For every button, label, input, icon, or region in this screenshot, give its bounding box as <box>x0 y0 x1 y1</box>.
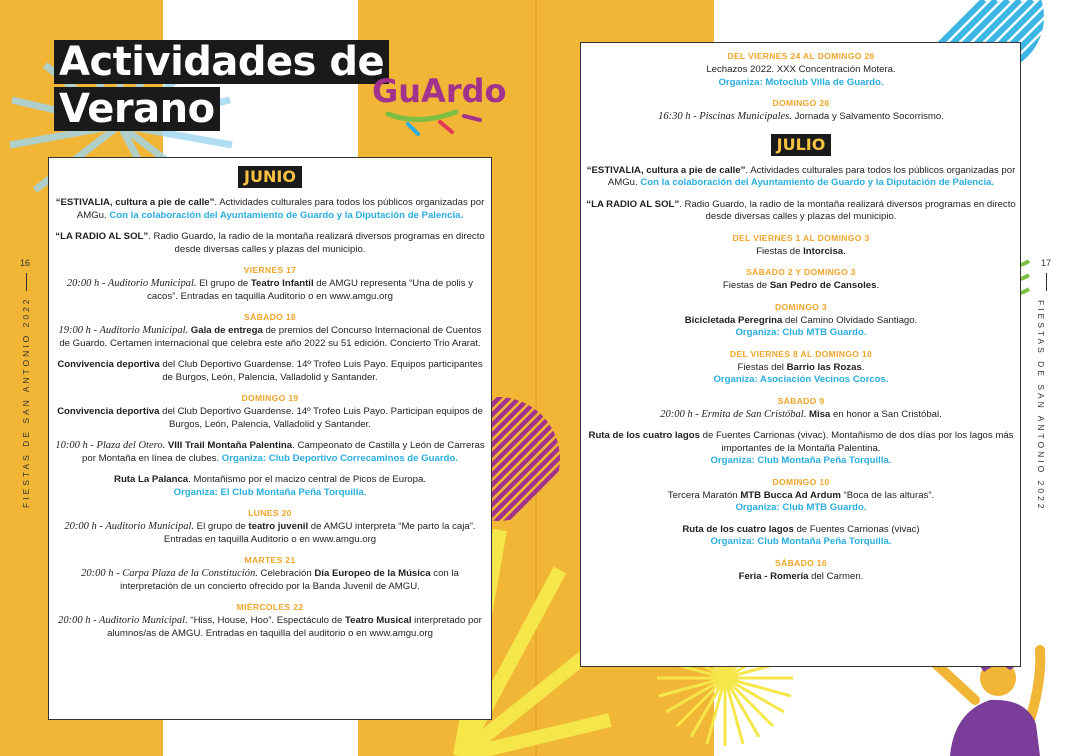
month-heading-june: JUNIO <box>238 166 302 188</box>
title-line-1: Actividades de <box>54 40 389 84</box>
event-domingo26: 16:30 h - Piscinas Municipales. Jornada y Salvamento Socorrismo. <box>658 111 944 122</box>
day-heading: SÁBADO 16 <box>775 557 827 568</box>
day-heading: DOMINGO 19 <box>241 393 299 403</box>
guardo-logo <box>368 62 507 142</box>
event-viernes17: 20:00 h - Auditorio Municipal. El grupo de Teatro Infantil de AMGU representa “Una de polis y cacos”. Entradas en taquilla Auditorio o en www.amgu.org <box>66 278 474 302</box>
july-content <box>585 51 1017 583</box>
event-sabado9: 20:00 h - Ermita de San Cristóbal. Misa en honor a San Cristóbal. <box>660 408 942 420</box>
day-heading: DOMINGO 10 <box>772 476 830 487</box>
page-number-right: 17 <box>1041 258 1052 268</box>
event-radio: “LA RADIO AL SOL”. Radio Guardo, la radio de la montaña realizará diversos programas en directo desde diversas calles y plazas del municipio. <box>55 231 485 255</box>
event-ruta-lagos-2: Ruta de los cuatro lagos de Fuentes Carrionas (vivac) Organiza: Club Montaña Peña Torquilla. <box>682 523 920 547</box>
event-estivalia-july: “ESTIVALIA, cultura a pie de calle”. Actividades culturales para todos los públicos organizadas por AMGu. Con la colaboración del Ayuntamiento de Guardo y la Diputación de Palencia. <box>586 164 1016 188</box>
logo-text: GuArdo <box>372 72 507 110</box>
event-radio-july: “LA RADIO AL SOL”. Radio Guardo, la radio de la montaña realizará diversos programas en directo desde diversas calles y plazas del municipio. <box>586 198 1016 222</box>
title-line-2: Verano <box>54 87 220 131</box>
day-heading: SÁBADO 9 <box>777 395 825 406</box>
page-title <box>54 40 389 134</box>
page-number-left: 16 <box>20 258 31 268</box>
day-heading: DEL VIERNES 1 AL DOMINGO 3 <box>732 232 870 243</box>
day-heading: LUNES 20 <box>248 508 292 518</box>
event-miercoles22: 20:00 h - Auditorio Municipal. “Hiss, House, Hoo”. Espectáculo de Teatro Musical interpretado por alumnos/as de AMGU. Entradas en taquilla del auditorio o en www.amgu.org <box>58 615 482 639</box>
day-heading: MARTES 21 <box>244 555 296 565</box>
event-ruta-lagos-1: Ruta de los cuatro lagos de Fuentes Carrionas (vivac). Montañismo de dos días por los lagos más importantes de la Montaña Palentina. Organiza: Club Montaña Peña Torquilla. <box>588 430 1014 466</box>
page-tick-left <box>26 273 27 291</box>
day-heading: SÁBADO 18 <box>244 312 296 322</box>
event-sabado2: Fiestas de San Pedro de Cansoles. <box>722 280 880 291</box>
page-tick-right <box>1046 273 1047 291</box>
event-convivencia-1: Convivencia deportiva del Club Deportivo Guardense. 14º Trofeo Luis Payo. Equipos participantes de Burgos, León, Palencia, Valladolid y Santander. <box>57 359 483 383</box>
event-viernes1: Fiestas de Intorcisa. <box>756 245 846 257</box>
event-sabado16: Feria - Romería del Carmen. <box>738 570 864 582</box>
event-palanca: Ruta La Palanca. Montañismo por el macizo central de Picos de Europa. Organiza: El Club Montaña Peña Torquilla. <box>114 474 426 498</box>
day-heading: DEL VIERNES 24 AL DOMINGO 26 <box>727 51 875 61</box>
month-heading-july: JULIO <box>771 134 832 156</box>
day-heading: DOMINGO 3 <box>775 301 827 312</box>
event-sabado18: 19:00 h - Auditorio Municipal. Gala de entrega de premios del Concurso Internacional de Cuentos de Guardo. Certamen internacional que celebra este año 2022 su 51 edición. Concierto Trio Ararat. <box>58 325 482 349</box>
event-domingo10: Tercera Maratón MTB Bucca Ad Ardum “Boca de las alturas”. Organiza: Club MTB Guardo. <box>667 489 935 513</box>
event-trail: 10:00 h - Plaza del Otero. VIII Trail Montaña Palentina. Campeonato de Castilla y León de Carreras por Montaña en línea de clubes. Organiza: Club Deportivo Correcaminos de Guardo. <box>55 440 485 464</box>
side-text-right: FIESTAS DE SAN ANTONIO 2022 <box>1036 300 1046 512</box>
event-viernes8: Fiestas del Barrio las Rozas. Organiza: Asociación Vecinos Corcos. <box>713 361 889 385</box>
event-domingo3: Bicicletada Peregrina del Camino Olvidado Santiago. Organiza: Club MTB Guardo. <box>684 314 918 338</box>
day-heading: SÁBADO 2 Y DOMINGO 3 <box>746 267 856 277</box>
day-heading: MIÉRCOLES 22 <box>236 602 304 612</box>
event-estivalia: “ESTIVALIA, cultura a pie de calle”. Actividades culturales para todos los públicos organizadas por AMGu. Con la colaboración del Ayuntamiento de Guardo y la Diputación de Palencia. <box>55 197 485 221</box>
day-heading: DEL VIERNES 8 AL DOMINGO 10 <box>729 348 873 359</box>
event-lunes20: 20:00 h - Auditorio Municipal. El grupo de teatro juvenil de AMGU interpreta “Me parto la caja”. Entradas en taquilla Auditorio o en www.amgu.org <box>64 521 476 545</box>
event-viernes24: Lechazos 2022. XXX Concentración Motera. Organiza: Motoclub Villa de Guardo. <box>706 64 896 88</box>
side-text-left: FIESTAS DE SAN ANTONIO 2022 <box>21 296 31 508</box>
day-heading: DOMINGO 26 <box>772 98 830 108</box>
event-domingo19: Convivencia deportiva del Club Deportivo Guardense. 14º Trofeo Luis Payo. Participan equipos de Burgos, León, Palencia, Valladolid y Santander. <box>57 406 483 430</box>
june-content <box>52 164 488 640</box>
day-heading: VIERNES 17 <box>243 265 297 275</box>
event-martes21: 20:00 h - Carpa Plaza de la Constitución. Celebración Día Europeo de la Música con la interpretación de un concierto ofrecido por la Banda Juvenil de AMGU. <box>81 568 459 592</box>
